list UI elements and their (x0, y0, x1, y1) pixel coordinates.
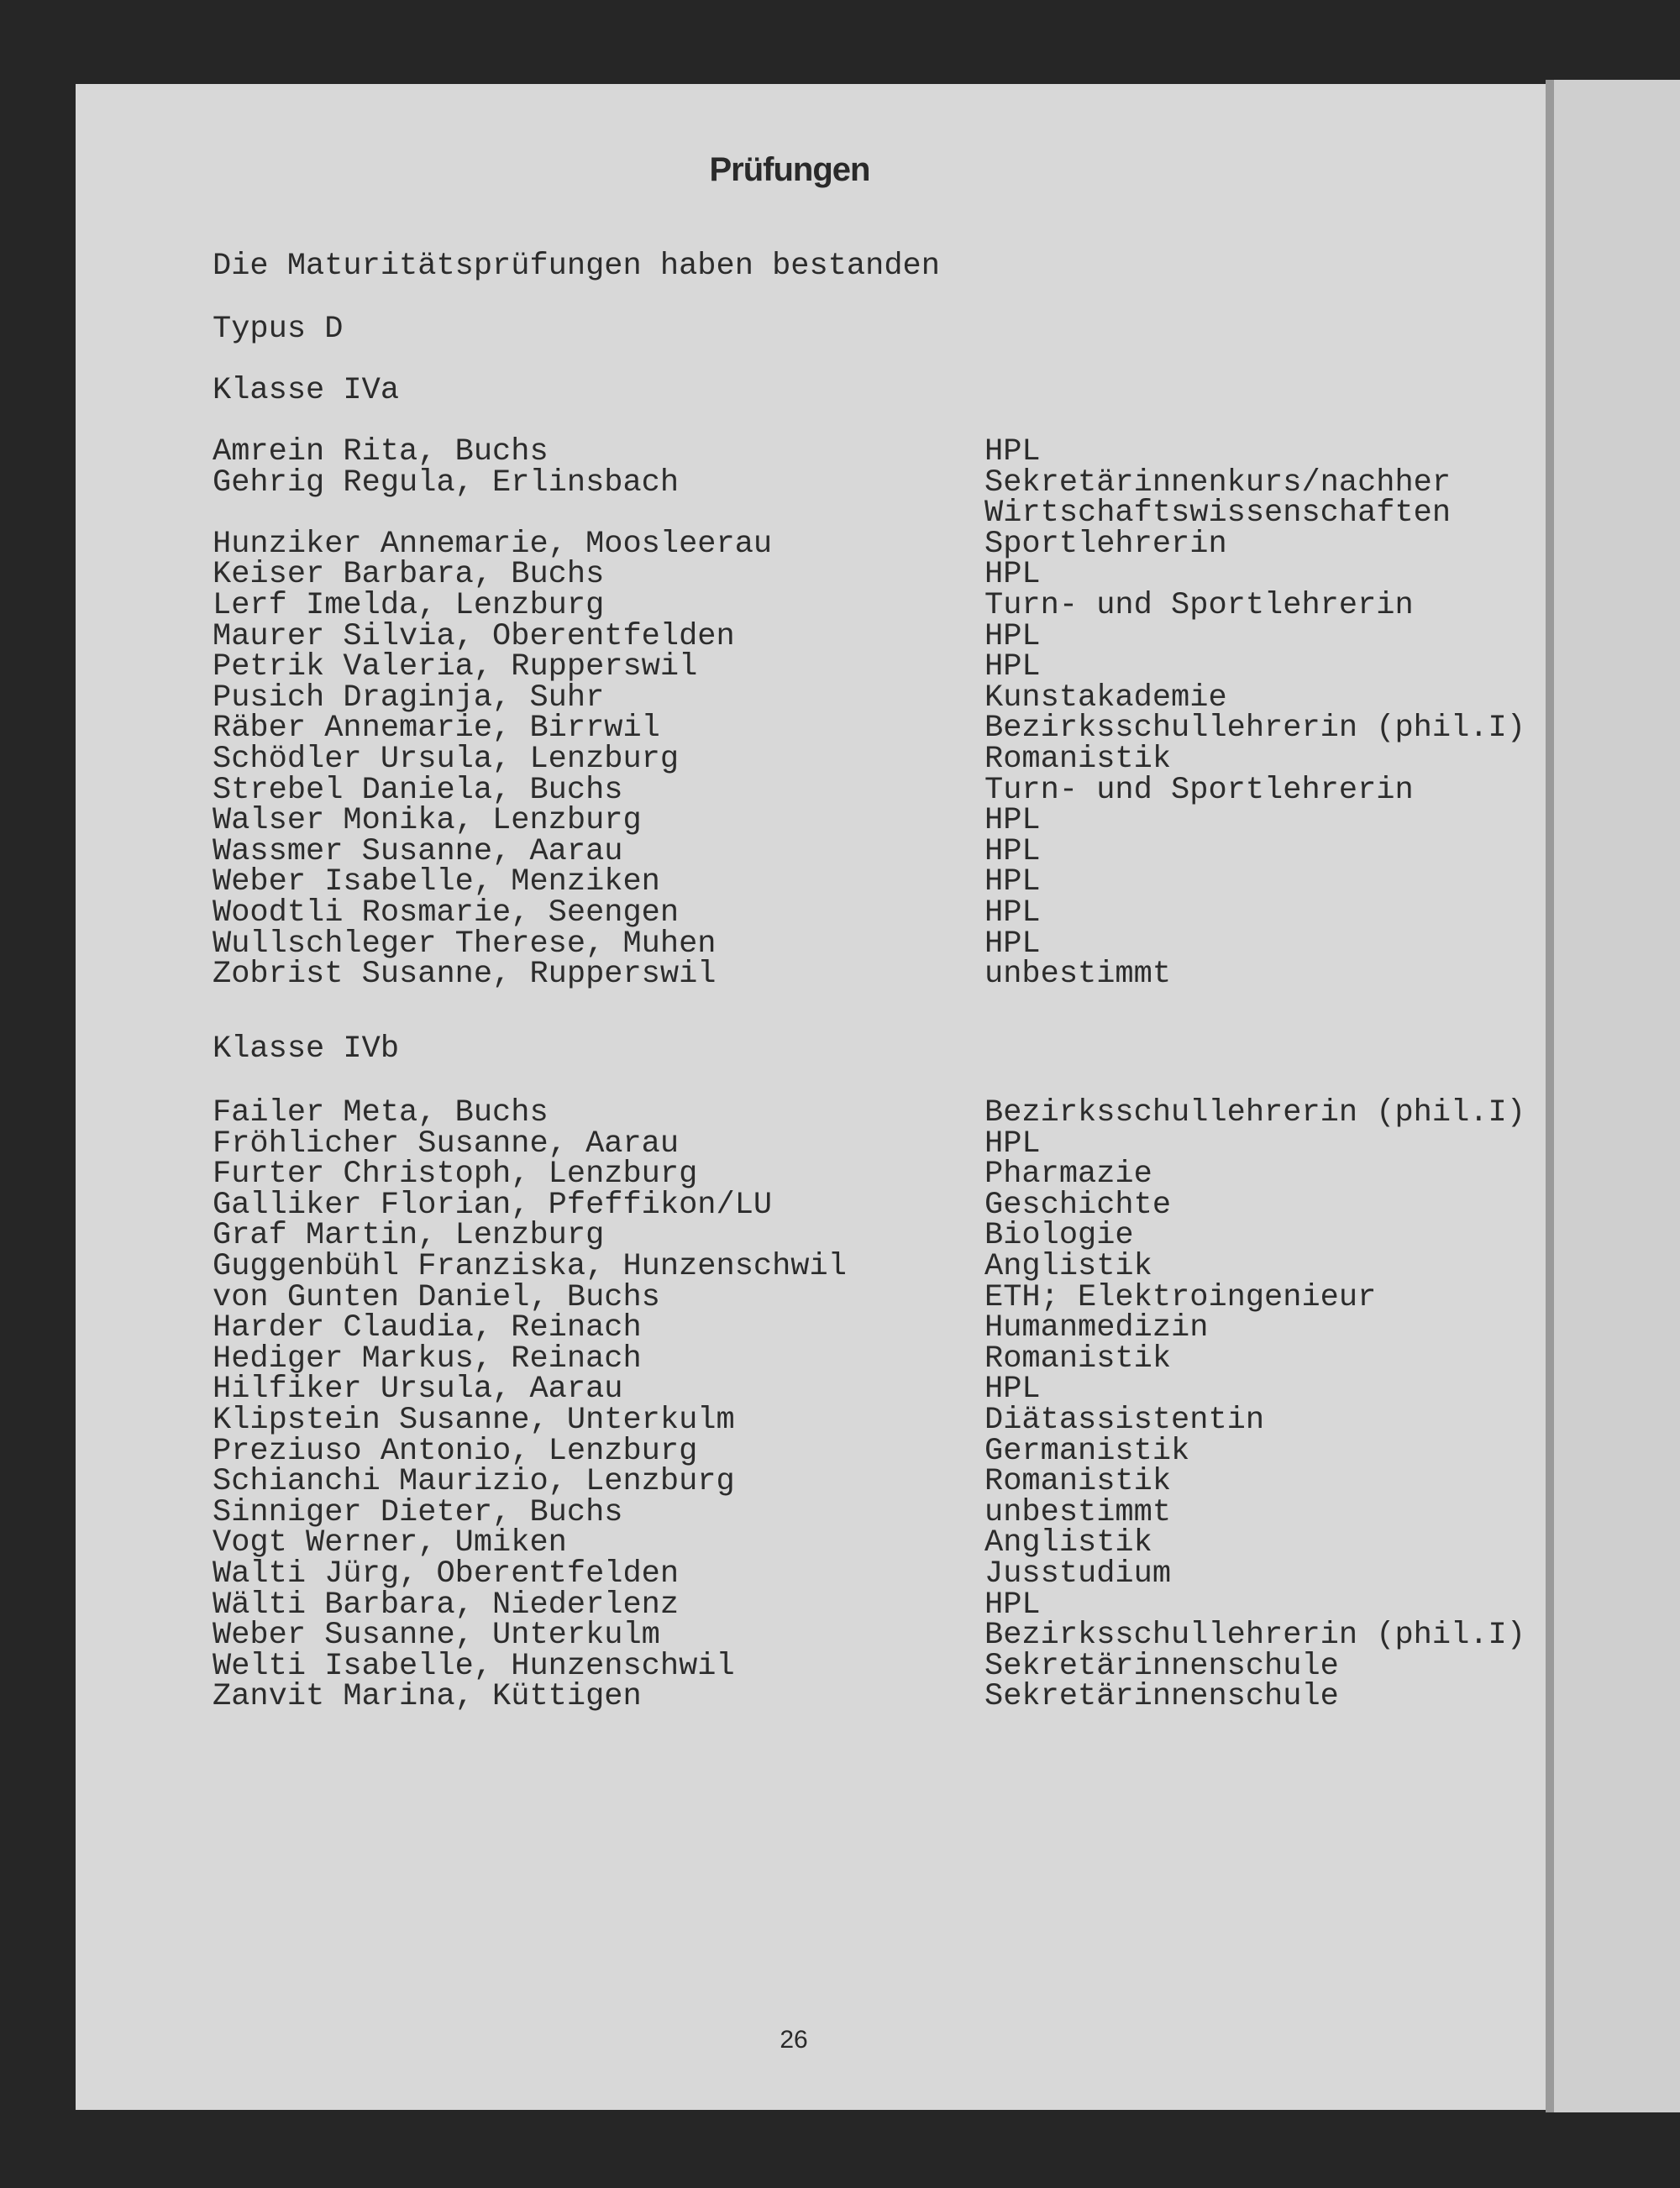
student-name: Lerf Imelda, Lenzburg (213, 587, 605, 623)
student-row (213, 496, 1557, 532)
student-name: Schianchi Maurizio, Lenzburg (213, 1464, 735, 1500)
student-row (213, 1310, 1557, 1346)
student-name: Guggenbühl Franziska, Hunzenschwil (213, 1248, 847, 1284)
student-name: Weber Isabelle, Menziken (213, 864, 660, 900)
study-plan: HPL (984, 649, 1041, 685)
student-name: Gehrig Regula, Erlinsbach (213, 464, 680, 501)
study-plan: Sekretärinnenschule (984, 1679, 1339, 1715)
student-name: Hunziker Annemarie, Moosleerau (213, 526, 773, 562)
student-row (213, 1095, 1557, 1131)
student-row (213, 1618, 1557, 1654)
student-row (213, 1556, 1557, 1592)
student-row (213, 805, 1557, 837)
student-row (213, 1402, 1557, 1438)
student-name: Graf Martin, Lenzburg (213, 1218, 605, 1254)
study-plan: HPL (984, 1125, 1041, 1162)
study-plan: Geschichte (984, 1187, 1172, 1223)
study-plan: HPL (984, 618, 1041, 654)
study-plan: ETH; Elektroingenieur (984, 1279, 1377, 1315)
student-row (213, 957, 1557, 993)
student-row (213, 1157, 1557, 1193)
study-plan: HPL (984, 803, 1041, 839)
study-plan: HPL (984, 833, 1041, 869)
student-row (213, 772, 1557, 808)
student-name: Harder Claudia, Reinach (213, 1310, 642, 1346)
student-name: von Gunten Daniel, Buchs (213, 1279, 660, 1315)
student-name: Hediger Markus, Reinach (213, 1341, 642, 1377)
student-name: Woodtli Rosmarie, Seengen (213, 895, 680, 931)
student-row (213, 1464, 1557, 1500)
student-name: Klipstein Susanne, Unterkulm (213, 1402, 735, 1438)
student-row (213, 1279, 1557, 1315)
student-name: Vogt Werner, Umiken (213, 1525, 567, 1561)
study-plan: Romanistik (984, 1464, 1172, 1500)
study-plan: HPL (984, 1587, 1041, 1623)
student-name: Failer Meta, Buchs (213, 1095, 549, 1131)
intro-text: Die Maturitätsprüfungen haben bestanden (213, 249, 940, 284)
student-name: Räber Annemarie, Birrwil (213, 711, 660, 747)
student-row (213, 833, 1557, 869)
student-name: Galliker Florian, Pfeffikon/LU (213, 1187, 773, 1223)
study-plan: HPL (984, 864, 1041, 900)
student-name: Zanvit Marina, Küttigen (213, 1679, 642, 1715)
study-plan: Anglistik (984, 1248, 1152, 1284)
study-plan: Germanistik (984, 1433, 1190, 1469)
page-number: 26 (780, 2026, 808, 2054)
study-plan: Jusstudium (984, 1556, 1172, 1592)
student-name: Wassmer Susanne, Aarau (213, 833, 623, 869)
next-page-edge (1554, 80, 1680, 2112)
student-row (213, 864, 1557, 900)
study-plan: Sekretärinnenkurs/nachher (984, 464, 1452, 501)
student-name: Zobrist Susanne, Rupperswil (213, 957, 717, 993)
student-row (213, 649, 1557, 685)
student-row (213, 1218, 1557, 1254)
student-row (213, 1248, 1557, 1284)
student-name: Furter Christoph, Lenzburg (213, 1157, 698, 1193)
student-row (213, 434, 1557, 470)
study-plan: Romanistik (984, 741, 1172, 777)
study-plan: HPL (984, 557, 1041, 593)
student-name: Keiser Barbara, Buchs (213, 557, 605, 593)
student-name: Petrik Valeria, Rupperswil (213, 649, 698, 685)
type-label: Typus D (213, 312, 344, 347)
study-plan: Wirtschaftswissenschaften (984, 496, 1452, 532)
student-row (213, 1372, 1557, 1408)
student-row (213, 464, 1557, 501)
student-row (213, 926, 1557, 962)
book-gutter (1546, 80, 1554, 2112)
student-name: Wälti Barbara, Niederlenz (213, 1587, 680, 1623)
study-plan: Biologie (984, 1218, 1134, 1254)
study-plan: Turn- und Sportlehrerin (984, 772, 1414, 808)
student-row (213, 1679, 1557, 1715)
study-plan: HPL (984, 434, 1041, 470)
student-row (213, 618, 1557, 654)
student-row (213, 1525, 1557, 1561)
study-plan: Humanmedizin (984, 1310, 1209, 1346)
study-plan: Diätassistentin (984, 1402, 1265, 1438)
student-list-ivb (213, 1095, 1557, 1715)
student-name: Welti Isabelle, Hunzenschwil (213, 1648, 735, 1684)
study-plan: Pharmazie (984, 1157, 1152, 1193)
study-plan: unbestimmt (984, 957, 1172, 993)
study-plan: Bezirksschullehrerin (phil.I) (984, 1095, 1525, 1131)
student-row (213, 587, 1557, 623)
student-row (213, 1587, 1557, 1623)
student-row (213, 679, 1557, 716)
study-plan: Anglistik (984, 1525, 1152, 1561)
page-title: Prüfungen (709, 151, 870, 188)
student-row (213, 1648, 1557, 1684)
student-row (213, 1125, 1557, 1162)
student-row (213, 1187, 1557, 1223)
study-plan: Sportlehrerin (984, 526, 1227, 562)
study-plan: HPL (984, 1372, 1041, 1408)
student-name: Preziuso Antonio, Lenzburg (213, 1433, 698, 1469)
student-row (213, 711, 1557, 747)
study-plan: unbestimmt (984, 1494, 1172, 1530)
student-row (213, 1341, 1557, 1377)
student-name: Wullschleger Therese, Muhen (213, 926, 717, 962)
student-name: Sinniger Dieter, Buchs (213, 1494, 623, 1530)
student-row (213, 526, 1557, 562)
student-name: Schödler Ursula, Lenzburg (213, 741, 680, 777)
study-plan: Sekretärinnenschule (984, 1648, 1339, 1684)
student-name: Hilfiker Ursula, Aarau (213, 1372, 623, 1408)
student-row (213, 1494, 1557, 1530)
student-name: Fröhlicher Susanne, Aarau (213, 1125, 680, 1162)
student-name: Strebel Daniela, Buchs (213, 772, 623, 808)
study-plan: Turn- und Sportlehrerin (984, 587, 1414, 623)
section-heading-iva: Klasse IVa (213, 373, 400, 408)
student-row (213, 895, 1557, 931)
study-plan: Kunstakademie (984, 679, 1227, 716)
study-plan: Bezirksschullehrerin (phil.I) (984, 1618, 1525, 1654)
student-name: Amrein Rita, Buchs (213, 434, 549, 470)
study-plan: Romanistik (984, 1341, 1172, 1377)
student-list-iva (213, 434, 1557, 993)
study-plan: HPL (984, 926, 1041, 962)
section-heading-ivb: Klasse IVb (213, 1031, 400, 1067)
student-name: Walti Jürg, Oberentfelden (213, 1556, 680, 1592)
student-name: Weber Susanne, Unterkulm (213, 1618, 660, 1654)
student-row (213, 741, 1557, 777)
student-name: Maurer Silvia, Oberentfelden (213, 618, 735, 654)
student-row (213, 1433, 1557, 1469)
student-name: Pusich Draginja, Suhr (213, 679, 605, 716)
student-name: Walser Monika, Lenzburg (213, 803, 642, 839)
study-plan: Bezirksschullehrerin (phil.I) (984, 711, 1525, 747)
student-row (213, 557, 1557, 593)
study-plan: HPL (984, 895, 1041, 931)
